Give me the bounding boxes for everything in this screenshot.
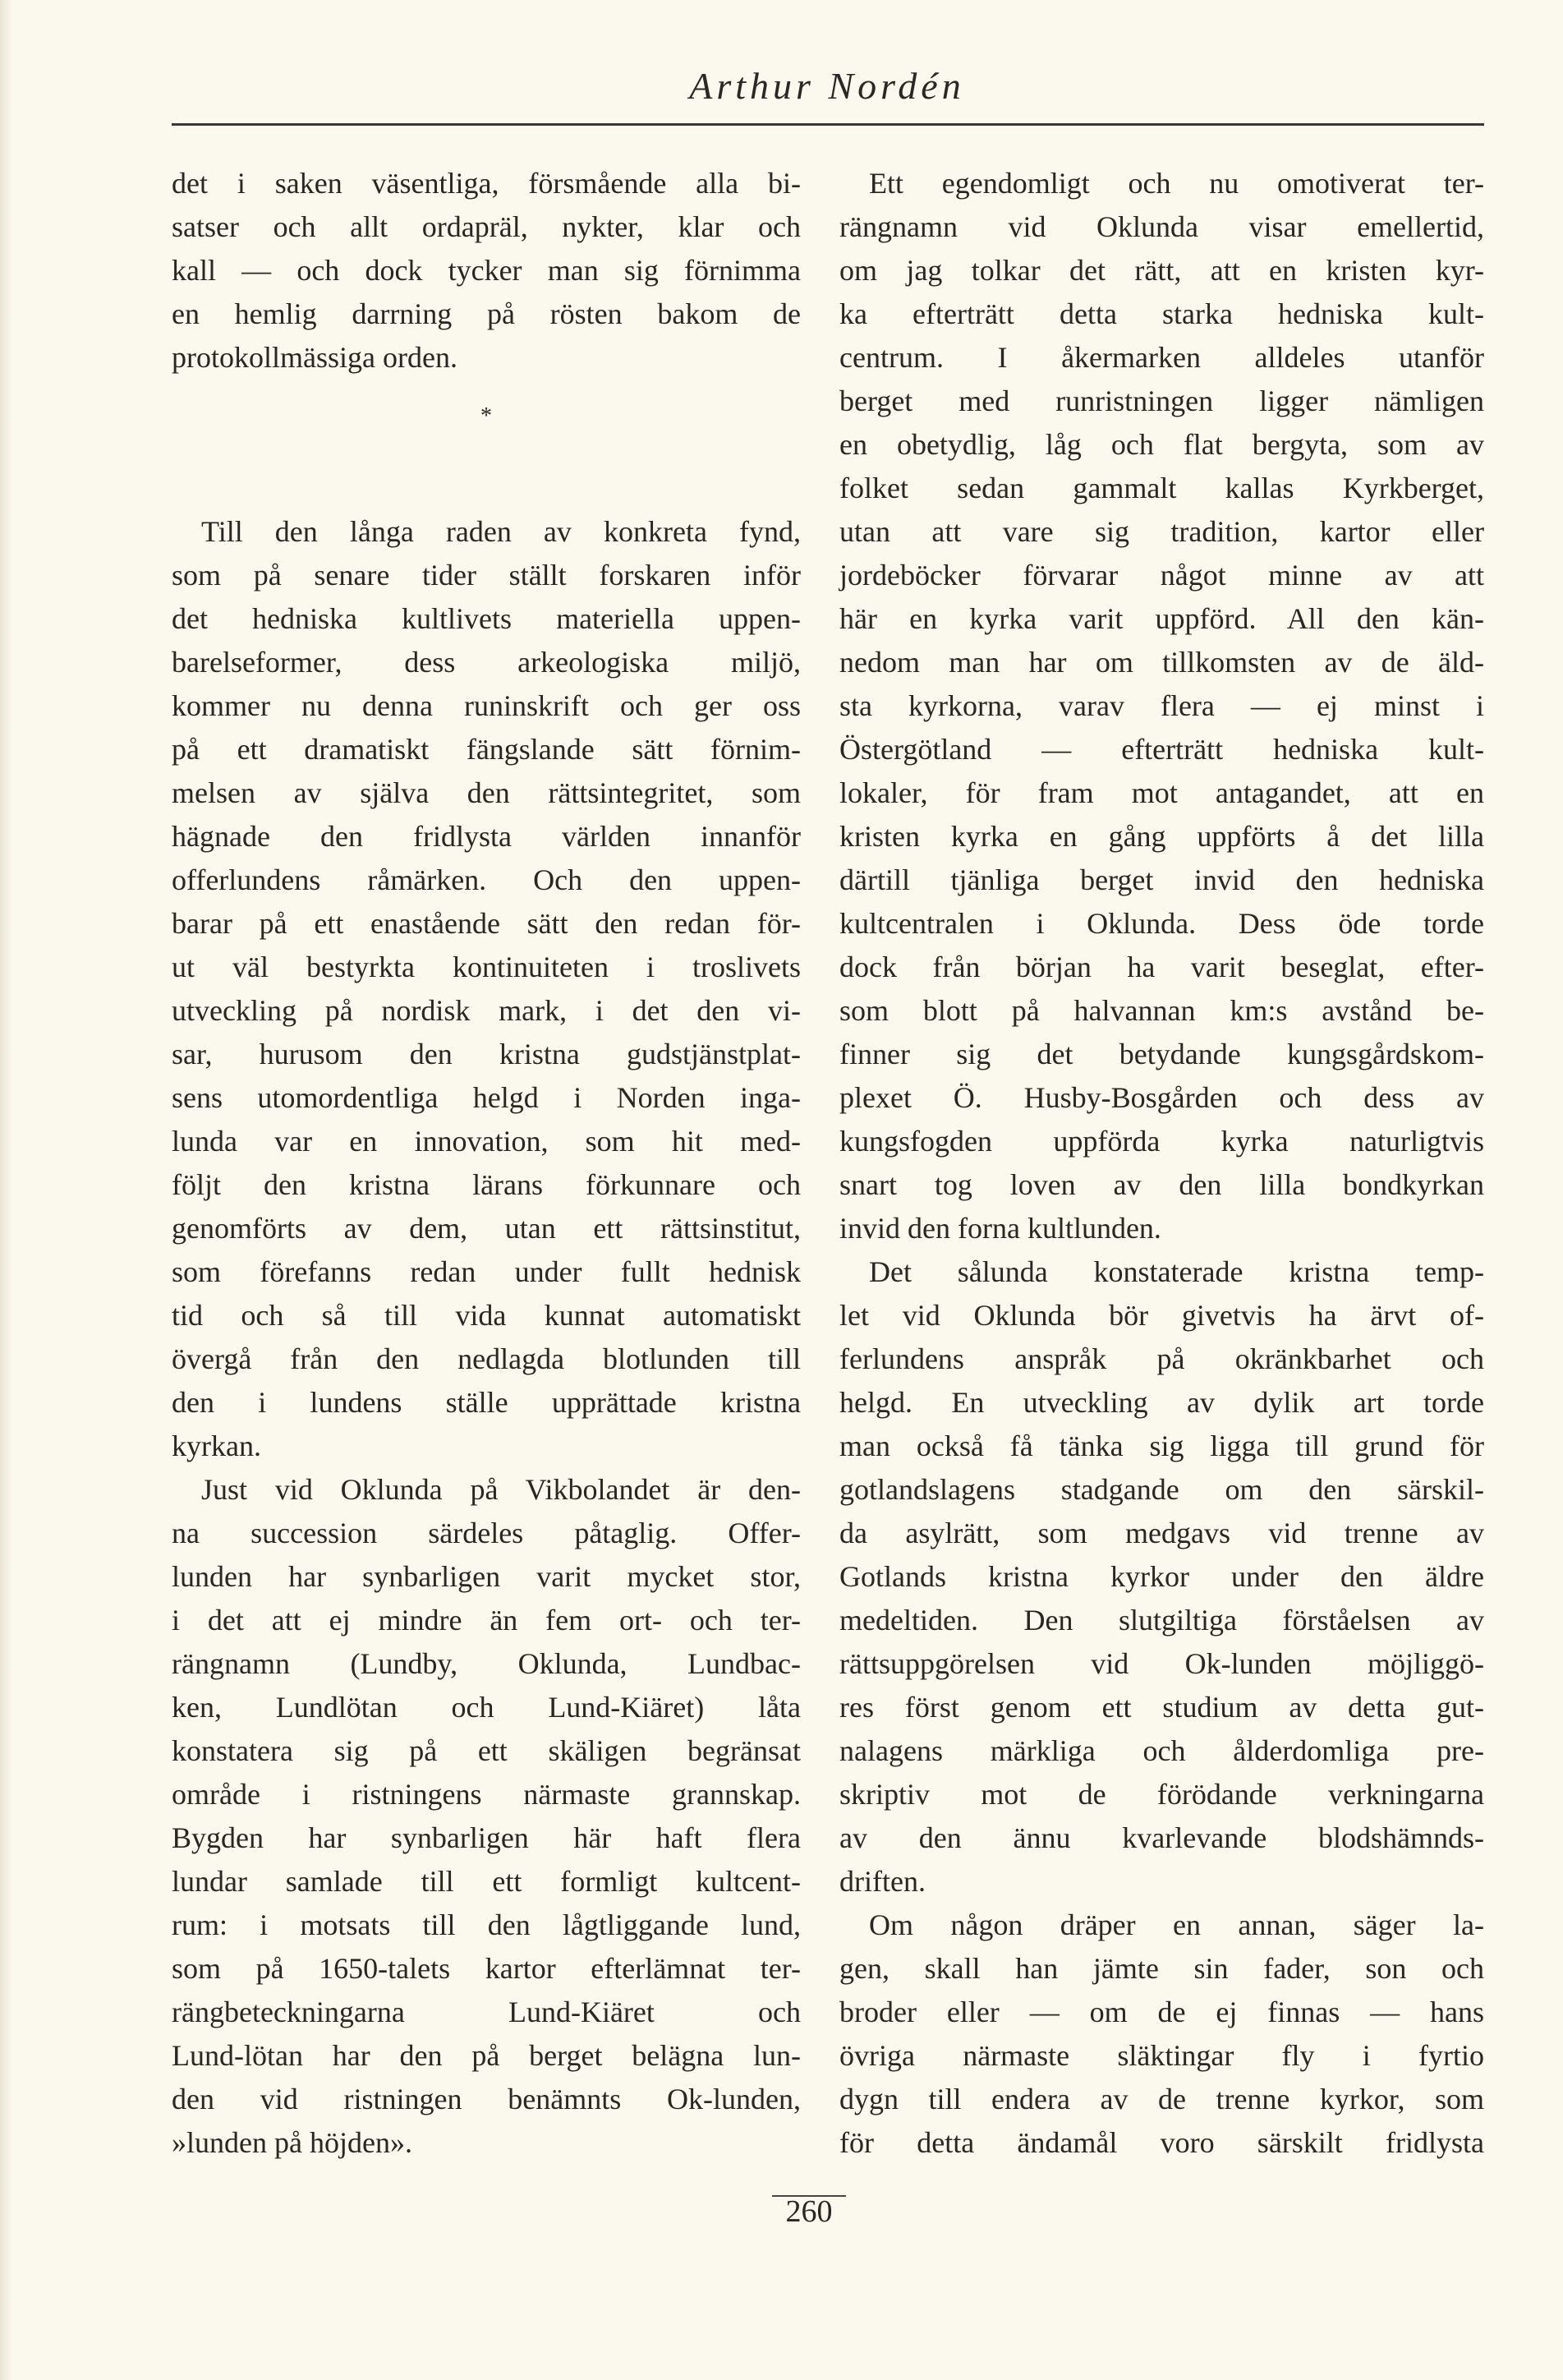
text-line: en obetydlig, låg och flat bergyta, som av	[839, 428, 1484, 461]
text-line: na succession särdeles påtaglig. Offer-	[172, 1517, 801, 1549]
text-line: utan att vare sig tradition, kartor eller	[839, 515, 1484, 548]
text-line: ferlundens anspråk på okränkbarhet och	[839, 1342, 1484, 1375]
text-line: kall — och dock tycker man sig förnimma	[172, 254, 801, 287]
text-line: Till den långa raden av konkreta fynd,	[201, 515, 801, 548]
text-line: kommer nu denna runinskrift och ger oss	[172, 689, 801, 722]
text-line: Lund-lötan har den på berget belägna lun-	[172, 2039, 801, 2072]
text-line: det hedniska kultlivets materiella uppen-	[172, 602, 801, 635]
text-line: Ett egendomligt och nu omotiverat ter-	[869, 167, 1484, 200]
text-line: snart tog loven av den lilla bondkyrkan	[839, 1168, 1484, 1201]
paragraph	[172, 162, 801, 380]
paragraph	[839, 162, 1484, 1250]
text-line: Bygden har synbarligen här haft flera	[172, 1821, 801, 1854]
text-line: lunden har synbarligen varit mycket stor,	[172, 1560, 801, 1593]
text-line: en hemlig darrning på rösten bakom de	[172, 297, 801, 330]
text-line: kyrkan.	[172, 1429, 261, 1462]
text-line: let vid Oklunda bör givetvis ha ärvt of-	[839, 1299, 1484, 1332]
text-line: hägnade den fridlysta världen innanför	[172, 820, 801, 853]
text-line: melsen av själva den rättsintegritet, som	[172, 776, 801, 809]
text-line: offerlundens råmärken. Och den uppen-	[172, 863, 801, 896]
text-line: man också få tänka sig ligga till grund för	[839, 1429, 1484, 1462]
text-line: skriptiv mot de förödande verkningarna	[839, 1778, 1484, 1811]
text-line: nedom man har om tillkomsten av de äld-	[839, 646, 1484, 679]
paragraph	[839, 1250, 1484, 1904]
text-line: satser och allt ordapräl, nykter, klar och	[172, 210, 801, 243]
text-line: kungsfogden uppförda kyrka naturligtvis	[839, 1125, 1484, 1158]
text-line: som på 1650-talets kartor efterlämnat ter-	[172, 1952, 801, 1985]
text-line: protokollmässiga orden.	[172, 341, 457, 374]
paragraph	[172, 510, 801, 1468]
text-line: som blott på halvannan km:s avstånd be-	[839, 994, 1484, 1027]
page-number: 260	[785, 2194, 833, 2229]
text-line: lokaler, för fram mot antagandet, att en	[839, 776, 1484, 809]
text-line: följt den kristna lärans förkunnare och	[172, 1168, 801, 1201]
text-line: i det att ej mindre än fem ort- och ter-	[172, 1604, 801, 1637]
text-line: »lunden på höjden».	[172, 2126, 412, 2159]
right-column	[839, 162, 1484, 2165]
text-line: invid den forna kultlunden.	[839, 1212, 1161, 1245]
text-line: folket sedan gammalt kallas Kyrkberget,	[839, 472, 1484, 504]
text-line: ka efterträtt detta starka hedniska kult-	[839, 297, 1484, 330]
paragraph	[172, 1468, 801, 2165]
text-line: sens utomordentliga helgd i Norden inga-	[172, 1081, 801, 1114]
header-rule	[172, 123, 1484, 126]
text-line: helgd. En utveckling av dylik art torde	[839, 1386, 1484, 1419]
text-line: konstatera sig på ett skäligen begränsat	[172, 1734, 801, 1767]
text-line: dock från början ha varit beseglat, efter-	[839, 951, 1484, 983]
text-line: barar på ett enastående sätt den redan för-	[172, 907, 801, 940]
text-line: Om någon dräper en annan, säger la-	[869, 1908, 1484, 1941]
text-line: här en kyrka varit uppförd. All den kän-	[839, 602, 1484, 635]
text-line: kultcentralen i Oklunda. Dess öde torde	[839, 907, 1484, 940]
text-line: ut väl bestyrkta kontinuiteten i troslivets	[172, 951, 801, 983]
text-line: om jag tolkar det rätt, att en kristen kyr-	[839, 254, 1484, 287]
text-line: övriga närmaste släktingar fly i fyrtio	[839, 2039, 1484, 2072]
text-line: utveckling på nordisk mark, i det den vi-	[172, 994, 801, 1027]
text-line: dygn till endera av de trenne kyrkor, som	[839, 2083, 1484, 2115]
text-line: rättsuppgörelsen vid Ok-lunden möjliggö-	[839, 1647, 1484, 1680]
text-line: det i saken väsentliga, försmående alla bi-	[172, 167, 801, 200]
text-line: rängbeteckningarna Lund-Kiäret och	[172, 1996, 801, 2028]
text-line: broder eller — om de ej finnas — hans	[839, 1996, 1484, 2028]
text-line: Östergötland — efterträtt hedniska kult-	[839, 733, 1484, 766]
text-line: barelseformer, dess arkeologiska miljö,	[172, 646, 801, 679]
section-gap	[172, 423, 801, 510]
text-line: område i ristningens närmaste grannskap.	[172, 1778, 801, 1811]
text-line: gotlandslagens stadgande om den särskil-	[839, 1473, 1484, 1506]
text-line: den vid ristningen benämnts Ok-lunden,	[172, 2083, 801, 2115]
text-line: centrum. I åkermarken alldeles utanför	[839, 341, 1484, 374]
text-line: den i lundens ställe upprättade kristna	[172, 1386, 801, 1419]
section-separator-asterisk: *	[480, 403, 492, 429]
text-line: sta kyrkorna, varav flera — ej minst i	[839, 689, 1484, 722]
text-line: övergå från den nedlagda blotlunden till	[172, 1342, 801, 1375]
text-line: finner sig det betydande kungsgårdskom-	[839, 1038, 1484, 1070]
text-line: av den ännu kvarlevande blodshämnds-	[839, 1821, 1484, 1854]
text-line: medeltiden. Den slutgiltiga förståelsen av	[839, 1604, 1484, 1637]
text-line: rum: i motsats till den lågtliggande lund,	[172, 1908, 801, 1941]
text-line: lunda var en innovation, som hit med-	[172, 1125, 801, 1158]
text-line: tid och så till vida kunnat automatiskt	[172, 1299, 801, 1332]
text-line: på ett dramatiskt fängslande sätt förnim-	[172, 733, 801, 766]
text-line: nalagens märkliga och ålderdomliga pre-	[839, 1734, 1484, 1767]
text-line: Det sålunda konstaterade kristna temp-	[869, 1255, 1484, 1288]
left-column	[172, 162, 801, 2165]
text-line: därtill tjänliga berget invid den hedniska	[839, 863, 1484, 896]
text-line: plexet Ö. Husby-Bosgården och dess av	[839, 1081, 1484, 1114]
text-line: genomförts av dem, utan ett rättsinstitut,	[172, 1212, 801, 1245]
running-head: Arthur Nordén	[689, 65, 965, 107]
text-line: da asylrätt, som medgavs vid trenne av	[839, 1517, 1484, 1549]
text-line: driften.	[839, 1865, 926, 1898]
text-line: sar, hurusom den kristna gudstjänstplat-	[172, 1038, 801, 1070]
page-edge-shadow	[0, 0, 11, 2380]
text-line: för detta ändamål voro särskilt fridlysta	[839, 2126, 1484, 2159]
text-line: kristen kyrka en gång uppförts å det lilla	[839, 820, 1484, 853]
text-line: rängnamn vid Oklunda visar emellertid,	[839, 210, 1484, 243]
text-line: som på senare tider ställt forskaren inför	[172, 559, 801, 592]
text-line: lundar samlade till ett formligt kultcent-	[172, 1865, 801, 1898]
text-line: Gotlands kristna kyrkor under den äldre	[839, 1560, 1484, 1593]
text-line: jordeböcker förvarar något minne av att	[839, 559, 1484, 592]
text-line: res först genom ett studium av detta gut-	[839, 1691, 1484, 1724]
text-line: gen, skall han jämte sin fader, son och	[839, 1952, 1484, 1985]
paragraph	[839, 1904, 1484, 2165]
text-line: berget med runristningen ligger nämligen	[839, 384, 1484, 417]
text-line: ken, Lundlötan och Lund-Kiäret) låta	[172, 1691, 801, 1724]
text-line: rängnamn (Lundby, Oklunda, Lundbac-	[172, 1647, 801, 1680]
text-line: som förefanns redan under fullt hednisk	[172, 1255, 801, 1288]
text-line: Just vid Oklunda på Vikbolandet är den-	[201, 1473, 801, 1506]
